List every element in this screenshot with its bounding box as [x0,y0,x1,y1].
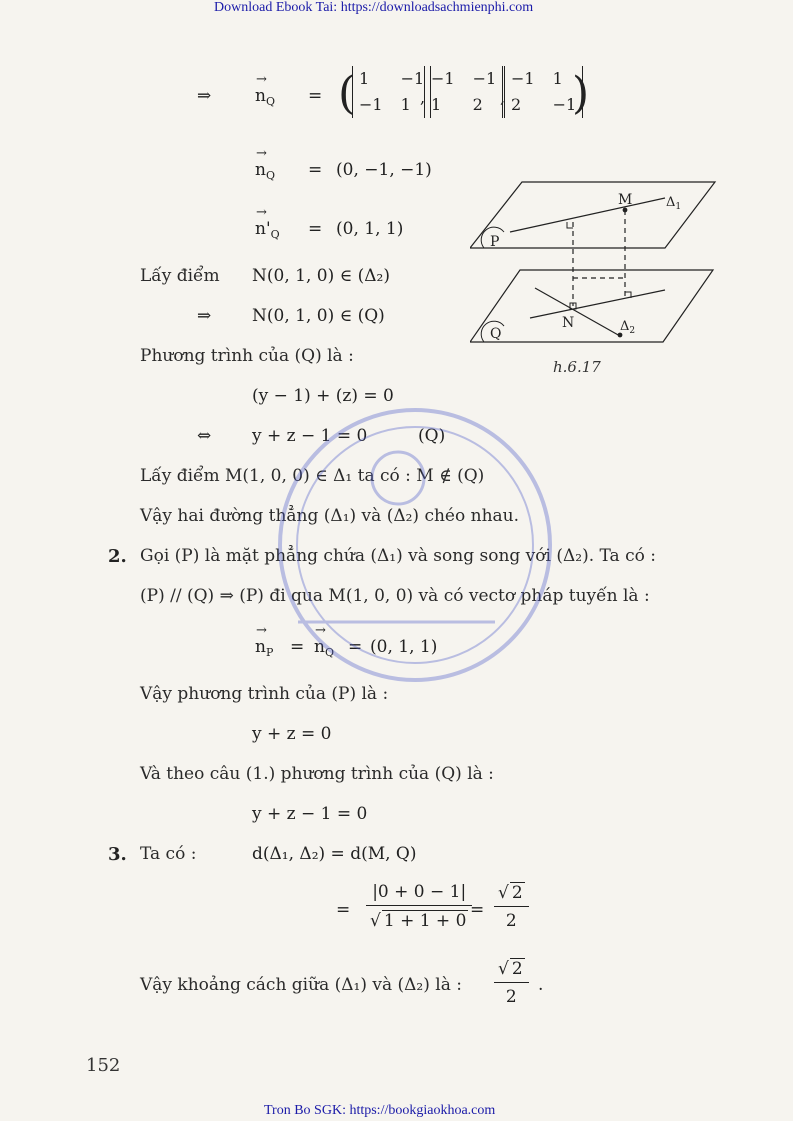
q-tag: (Q) [418,426,446,446]
lay-diem-label: Lấy điểm [140,266,220,286]
equals-sign: = [308,86,323,106]
np-value: (0, 1, 1) [370,637,438,657]
fraction-numerator: |0 + 0 − 1| [366,882,472,906]
implies-symbol: ⇒ [197,86,212,106]
label-delta1: $\Delta_1$ [666,195,682,212]
item-number-3: 3. [108,844,127,865]
det1-b: −1 [400,69,425,88]
nq-sub: Q [265,169,275,182]
point-m [623,208,628,213]
right-angle-mark [567,222,573,228]
delta2-line [535,288,620,336]
nq-prime-vector [255,219,280,241]
label-delta2: $\Delta_2$ [620,319,636,336]
n-in-delta2: N(0, 1, 0) ∈ (Δ₂) [252,266,390,286]
nq-vector [255,86,275,108]
np-letter: → n [255,637,266,657]
nq-prime-letter: → n' [255,219,271,239]
khoang-cach-text: Vậy khoảng cách giữa (Δ₁) và (Δ₂) là : [140,975,462,995]
cheo-nhau: Vậy hai đường thẳng (Δ₁) và (Δ₂) chéo nhau. [140,506,520,526]
n-in-q: N(0, 1, 0) ∈ (Q) [252,306,385,326]
final-denominator: 2 [505,987,517,1007]
det2-b: −1 [472,69,497,88]
delta1-line [510,198,665,232]
nq-vector-sub: Q [265,95,275,108]
final-period: . [538,975,544,995]
det3-c: 2 [511,95,522,114]
nq-vector-2 [255,160,275,182]
page-number: 152 [86,1055,121,1076]
equals-sign: = [348,637,363,657]
determinant-2 [424,66,506,118]
distance-fraction [366,882,472,931]
va-theo-text: Và theo câu (1.) phương trình của (Q) là : [140,764,494,784]
label-q: Q [490,326,502,342]
eq-q-2: y + z − 1 = 0 [252,426,368,446]
det1-a: 1 [359,69,370,88]
figure-caption: h.6.17 [553,358,601,376]
equals-sign: = [308,160,323,180]
distance-expression: d(Δ₁, Δ₂) = d(M, Q) [252,844,417,864]
final-fraction [494,958,529,1007]
header-download-link[interactable]: Download Ebook Tai: https://downloadsachmienphi.com [214,0,534,15]
det2-d: 2 [472,95,483,114]
comma: , [420,88,426,107]
final-radicand: 2 [511,959,523,979]
footer-link[interactable]: Tron Bo SGK: https://bookgiaokhoa.com [264,1103,496,1118]
label-m: M [618,192,633,208]
det3-b: 1 [552,69,563,88]
goi-p-text: Gọi (P) là mặt phẳng chứa (Δ₁) và song song với (Δ₂). Ta có : [140,546,656,566]
watermark-stamp [270,400,560,690]
det2-a: −1 [431,69,455,88]
result-numerator: √ 2 [494,882,529,907]
det1-d: 1 [400,95,411,114]
det3-d: −1 [552,95,577,114]
equals-sign: = [336,900,351,920]
p-parallel-text: (P) // (Q) ⇒ (P) đi qua M(1, 0, 0) và có vectơ pháp tuyến là : [140,586,650,606]
det3-a: −1 [511,69,535,88]
iff-symbol: ⇔ [197,426,212,446]
nq-letter-3: → n [314,637,325,657]
nq-prime-value: (0, 1, 1) [336,219,404,239]
equals-sign: = [470,900,485,920]
plane-q [470,270,713,342]
label-p: P [490,234,500,250]
det1-c: −1 [359,95,383,114]
item-number-2: 2. [108,546,127,567]
figure-h617 [470,170,720,350]
equals-sign: = [308,219,323,239]
plane-p [470,182,715,248]
eq-q-1: (y − 1) + (z) = 0 [252,386,394,406]
right-paren: ) [572,68,590,119]
sqrt-radicand: 1 + 1 + 0 [383,911,467,931]
eq-p: y + z = 0 [252,724,332,744]
lay-diem-m: Lấy điểm M(1, 0, 0) ∈ Δ₁ ta có : M ∉ (Q) [140,466,485,486]
nq-sub-3: Q [324,646,334,659]
result-denominator: 2 [505,911,517,931]
result-radicand: 2 [511,883,523,903]
det2-c: 1 [431,95,442,114]
implies-symbol: ⇒ [197,306,212,326]
comma: , [500,88,506,107]
left-paren: ( [338,68,356,119]
nq-letter: → n [255,160,266,180]
fraction-denominator: √ 1 + 1 + 0 [370,911,467,931]
np-sub: P [265,646,274,659]
pt-q-text: Phương trình của (Q) là : [140,346,354,366]
eq-q-3: y + z − 1 = 0 [252,804,368,824]
result-fraction [494,882,529,931]
nq-prime-sub: Q [270,228,280,241]
pt-p-text: Vậy phương trình của (P) là : [140,684,389,704]
final-numerator: √ 2 [494,958,529,983]
equals-sign: = [290,637,305,657]
label-n: N [562,315,575,331]
ta-co-text: Ta có : [140,844,197,864]
nq-value: (0, −1, −1) [336,160,432,180]
nq-vector-letter: → n [255,86,266,106]
delta1-projection [530,290,665,318]
